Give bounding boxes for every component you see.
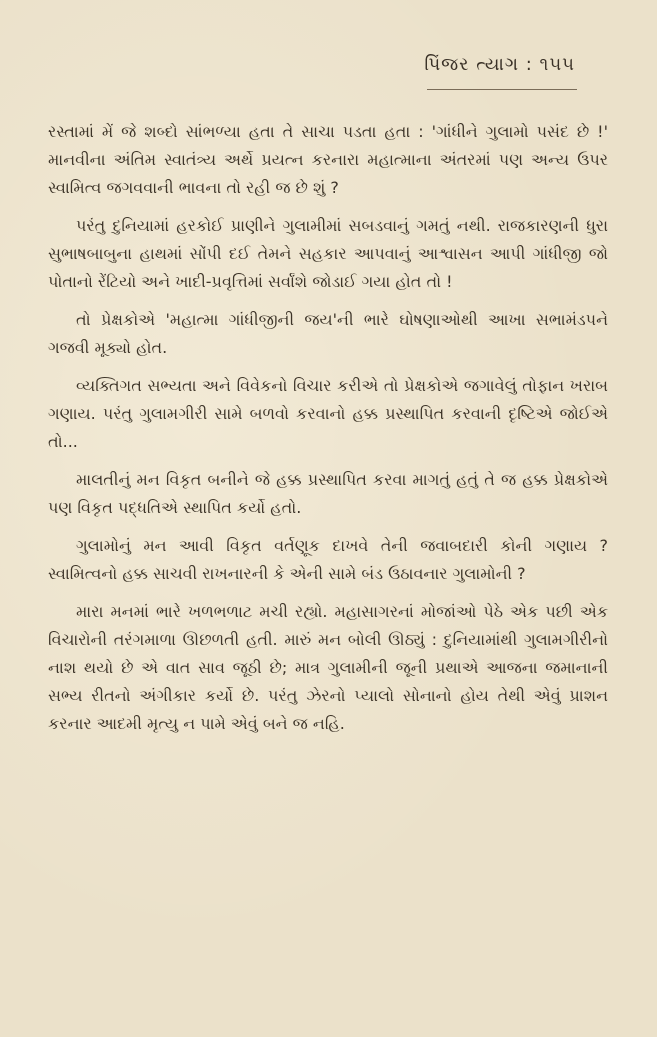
running-header: પિંજર ત્યાગ : ૧૫૫ (424, 54, 575, 75)
paragraph: તો પ્રેક્ષકોએ 'મહાત્મા ગાંધીજીની જય'ની ભારે ઘોષણાઓથી આખા સભામંડપને ગજવી મૂક્યો હોત. (48, 310, 608, 357)
body-text (48, 118, 608, 738)
paragraph: માલતીનું મન વિકૃત બનીને જે હક્ક પ્રસ્થાપિત કરવા માગતું હતું તે જ હક્ક પ્રેક્ષકોએ પણ વિકૃત પદ્ધતિએ સ્થાપિત કર્યો હતો. (48, 470, 608, 517)
paragraph: રસ્તામાં મેં જે શબ્દો સાંભળ્યા હતા તે સાચા પડતા હતા : 'ગાંધીને ગુલામો પસંદ છે !' માનવીના અંતિમ સ્વાતંત્ર્ય અર્થે પ્રયત્ન કરનારા મહાત્માના અંતરમાં પણ અન્ય ઉપર સ્વામિત્વ જગવવાની ભાવના તો રહી જ છે શું ? (48, 122, 608, 197)
paragraph: પરંતુ દુનિયામાં હરકોઈ પ્રાણીને ગુલામીમાં સબડવાનું ગમતું નથી. રાજકારણની ધુરા સુભાષબાબુના હાથમાં સોંપી દઈ તેમને સહકાર આપવાનું આશ્વાસન આપી ગાંધીજી જો પોતાનો રેંટિયો અને ખાદી-પ્રવૃત્તિમાં સર્વાંશે જોડાઈ ગયા હોત તો ! (48, 216, 608, 291)
paragraph: ગુલામોનું મન આવી વિકૃત વર્તણૂક દાખવે તેની જવાબદારી કોની ગણાય ? સ્વામિત્વનો હક્ક સાચવી રાખનારની કે એની સામે બંડ ઉઠાવનાર ગુલામોની ? (48, 536, 608, 583)
header-underline (427, 86, 577, 90)
paragraph: વ્યક્તિગત સભ્યતા અને વિવેકનો વિચાર કરીએ તો પ્રેક્ષકોએ જગાવેલું તોફાન ખરાબ ગણાય. પરંતુ ગુલામગીરી સામે બળવો કરવાનો હક્ક પ્રસ્થાપિત કરવાની દૃષ્ટિએ જોઈએ તો... (48, 376, 608, 451)
paragraph: મારા મનમાં ભારે ખળભળાટ મચી રહ્યો. મહાસાગરનાં મોજાંઓ પેઠે એક પછી એક વિચારોની તરંગમાળા ઊછળતી હતી. મારું મન બોલી ઊઠ્યું : દુનિયામાંથી ગુલામગીરીનો નાશ થયો છે એ વાત સાવ જૂઠી છે; માત્ર ગુલામીની જૂની પ્રથાએ આજના જમાનાની સભ્ય રીતનો અંગીકાર કર્યો છે. પરંતુ ઝેરનો પ્યાલો સોનાનો હોય તેથી એવું પ્રાશન કરનાર આદમી મૃત્યુ ન પામે એવું બને જ નહિ. (48, 602, 608, 733)
